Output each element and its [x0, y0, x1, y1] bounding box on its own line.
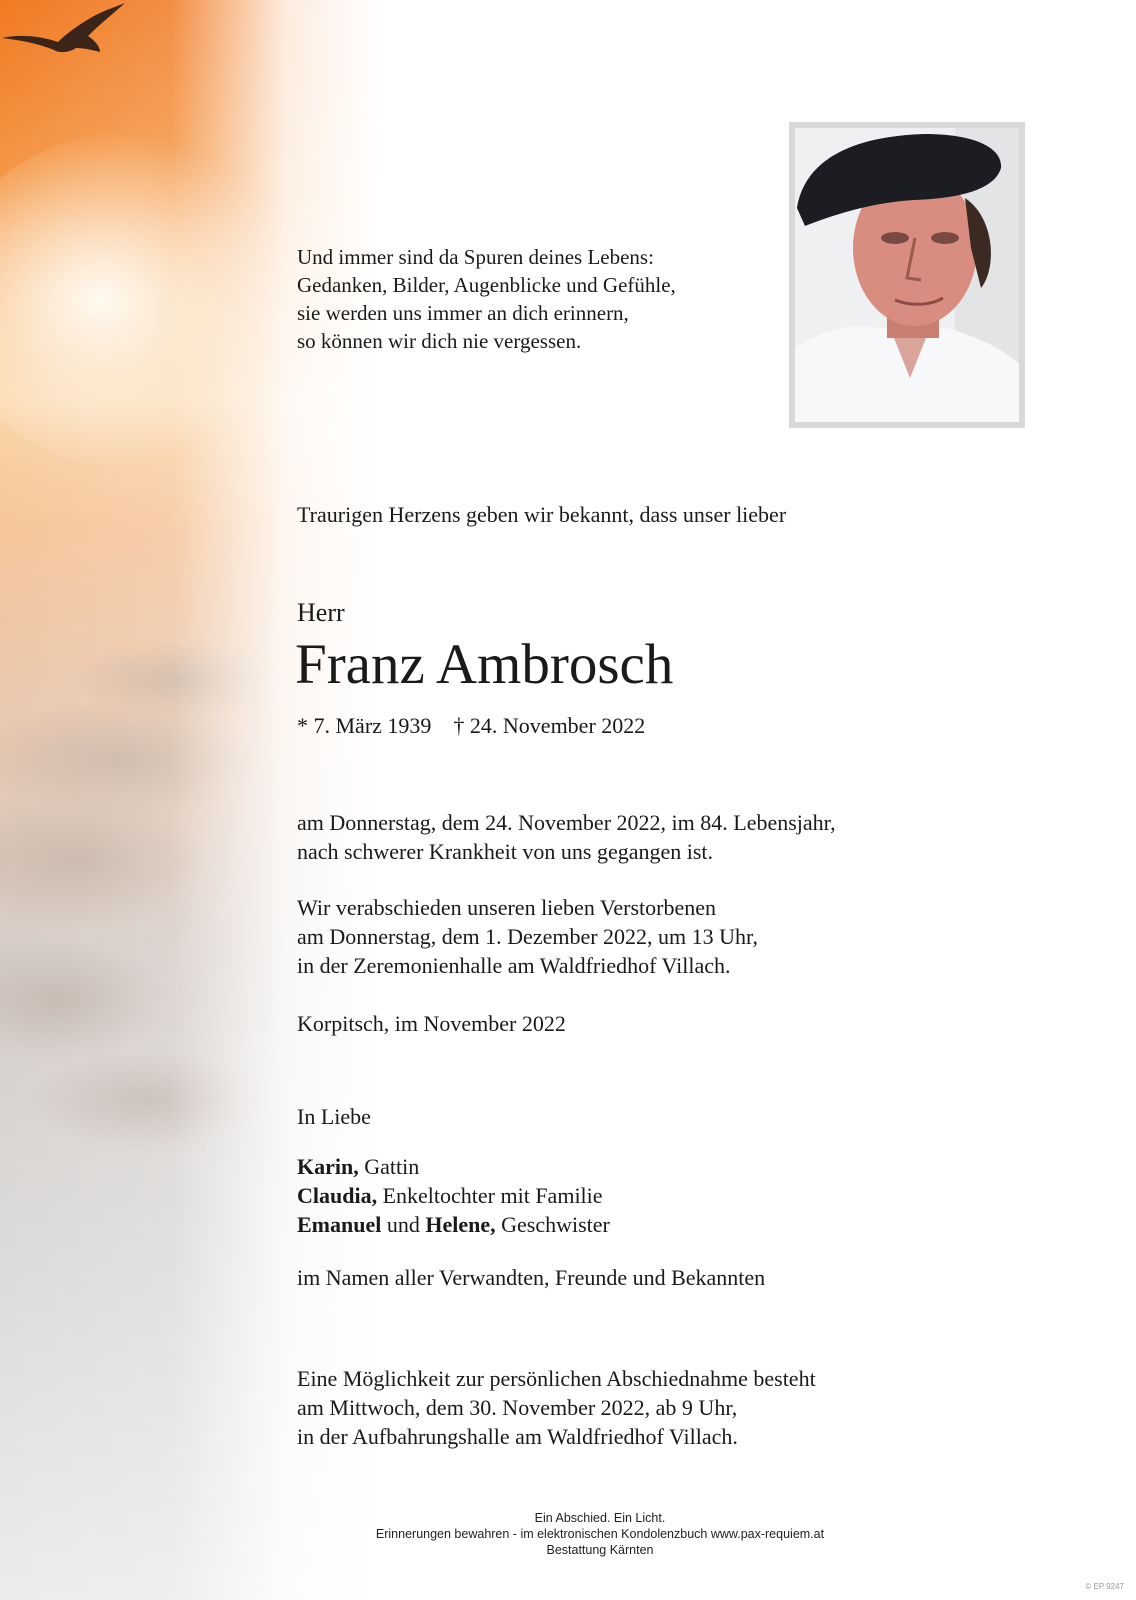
member-role: Enkeltochter mit Familie [377, 1183, 603, 1208]
deceased-name: Franz Ambrosch [295, 633, 674, 696]
poem-line: sie werden uns immer an dich erinnern, [297, 301, 629, 325]
member-name: Helene, [425, 1212, 496, 1237]
life-dates [297, 711, 645, 740]
footer-line: Erinnerungen bewahren - im elektronischen Kondolenzbuch www.pax-requiem.at [375, 1527, 825, 1541]
paragraph-line: am Donnerstag, dem 1. Dezember 2022, um 13 Uhr, [297, 924, 759, 949]
viewing-paragraph [297, 1364, 816, 1451]
paragraph-line: Eine Möglichkeit zur persönlichen Abschiednahme besteht [297, 1366, 816, 1391]
portrait-photo [789, 122, 1025, 428]
announcement-intro: Traurigen Herzens geben wir bekannt, dass unser lieber [297, 502, 787, 527]
death-notice-paragraph [297, 808, 836, 866]
footer-line: Bestattung Kärnten [546, 1543, 654, 1557]
birth-date: * 7. März 1939 [297, 713, 432, 738]
member-name: Karin, [297, 1154, 359, 1179]
member-name: Emanuel [297, 1212, 382, 1237]
paragraph-line: in der Aufbahrungshalle am Waldfriedhof Villach. [297, 1424, 738, 1449]
paragraph-line: Wir verabschieden unseren lieben Verstorbenen [297, 895, 716, 920]
print-code: © EP 9247 [1085, 1582, 1124, 1591]
footer-line: Ein Abschied. Ein Licht. [534, 1511, 666, 1525]
member-role: Geschwister [495, 1212, 610, 1237]
paragraph-line: am Mittwoch, dem 30. November 2022, ab 9 Uhr, [297, 1395, 738, 1420]
death-date: † 24. November 2022 [453, 713, 646, 738]
paragraph-line: nach schwerer Krankheit von uns gegangen ist. [297, 839, 714, 864]
conjunction: und [381, 1212, 426, 1237]
on-behalf-line: im Namen aller Verwandten, Freunde und Bekannten [297, 1265, 766, 1290]
family-list [297, 1152, 610, 1239]
salutation: Herr [297, 598, 345, 627]
footer [300, 1510, 900, 1558]
memorial-poem [297, 243, 676, 355]
poem-line: Gedanken, Bilder, Augenblicke und Gefühle, [297, 273, 676, 297]
poem-line: so können wir dich nie vergessen. [297, 329, 582, 353]
member-role: Gattin [358, 1154, 420, 1179]
family-member [297, 1152, 610, 1181]
member-name: Claudia, [297, 1183, 378, 1208]
poem-line: Und immer sind da Spuren deines Lebens: [297, 245, 654, 269]
paragraph-line: in der Zeremonienhalle am Waldfriedhof Villach. [297, 953, 731, 978]
funeral-paragraph [297, 893, 758, 980]
family-member [297, 1210, 610, 1239]
in-liebe-heading: In Liebe [297, 1104, 371, 1129]
place-date: Korpitsch, im November 2022 [297, 1011, 566, 1036]
family-member [297, 1181, 610, 1210]
paragraph-line: am Donnerstag, dem 24. November 2022, im 84. Lebensjahr, [297, 810, 836, 835]
bird-icon [0, 0, 130, 60]
